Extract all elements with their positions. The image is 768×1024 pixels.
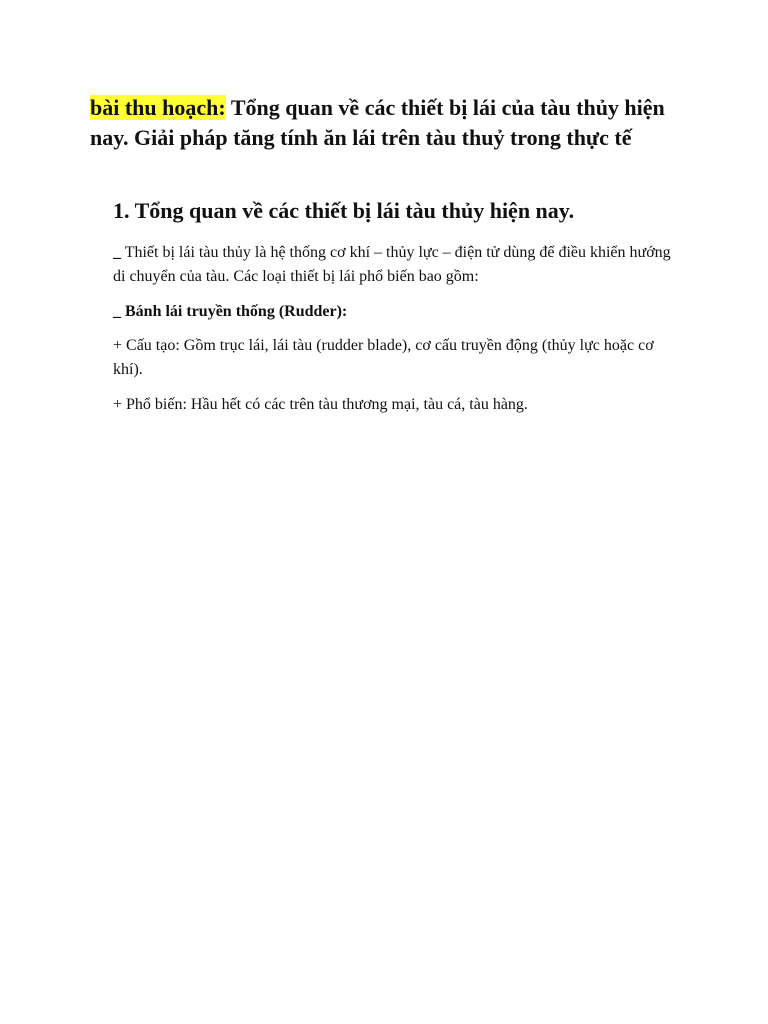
intro-text: Thiết bị lái tàu thủy là hệ thống cơ khí – thủy lực – điện tử dùng để điều khiển hướng di chuyển của tàu. Các loại thiết bị lái phổ biến bao gồm: [113,244,671,285]
title-text: Tổng quan về các thiết bị lái của tàu thủy hiện nay. Giải pháp tăng tính ăn lái trên tàu thuỷ trong thực tế [90,95,665,150]
intro-dash: _ [113,244,121,261]
section-heading: 1. Tổng quan về các thiết bị lái tàu thủy hiện nay. [113,198,575,223]
structure-paragraph: + Cấu tạo: Gồm trục lái, lái tàu (rudder blade), cơ cấu truyền động (thủy lực hoặc cơ khí). [113,337,654,378]
document-title [90,93,690,153]
title-highlight: bài thu hoạch: [90,95,226,120]
common-paragraph: + Phổ biến: Hầu hết có các trên tàu thương mại, tàu cá, tàu hàng. [113,396,528,413]
rudder-subheading: _ Bánh lái truyền thống (Rudder): [113,303,348,320]
intro-paragraph [113,241,673,289]
